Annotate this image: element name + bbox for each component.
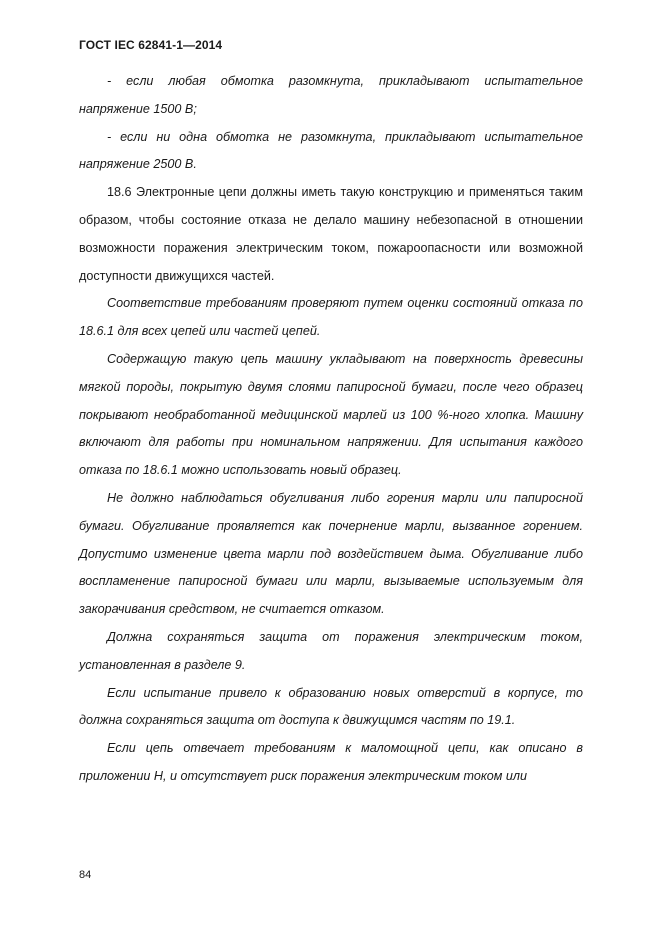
paragraph-1: - если любая обмотка разомкнута, прикладывают испытательное напряжение 1500 В; [79,74,583,116]
paragraph-7: Должна сохраняться защита от поражения электрическим током, установленная в разделе 9. [79,629,583,672]
paragraph-2: - если ни одна обмотка не разомкнута, прикладывают испытательное напряжение 2500 В. [79,129,583,172]
document-header: ГОСТ IEC 62841-1—2014 [79,38,223,52]
paragraph-4: Соответствие требованиям проверяют путем оценки состояний отказа по 18.6.1 для всех цепей или частей цепей. [79,296,583,339]
paragraph-5: Содержащую такую цепь машину укладывают на поверхность древесины мягкой породы, покрытую двумя слоями папиросной бумаги, после чего образец покрывают необработанной медицинской марлей из 100 %-ного хлопка. Машину включают для работы при номинальном напряжении. Для испытания каждого отказа по 18.6.1 можно использовать новый образец. [79,351,583,478]
paragraph-3: 18.6 Электронные цепи должны иметь такую конструкцию и применяться таким образом, чтобы состояние отказа не делало машину небезопасной в отношении возможности поражения электрическим током, пожароопасности или возможной доступности движущихся частей. [79,185,583,283]
page-number: 84 [79,869,92,881]
paragraph-6: Не должно наблюдаться обугливания либо горения марли или папиросной бумаги. Обугливание проявляется как почернение марли, вызванное горением. Допустимо изменение цвета марли под воздействием дыма. Обугливание либо воспламенение папиросной бумаги или марли, вызываемые используемым для закорачивания средством, не считается отказом. [79,490,583,617]
page-body [79,68,583,791]
paragraph-9: Если цепь отвечает требованиям к маломощной цепи, как описано в приложении Н, и отсутствует риск поражения электрическим током или [79,741,583,783]
paragraph-8: Если испытание привело к образованию новых отверстий в корпусе, то должна сохраняться защита от доступа к движущимся частям по 19.1. [79,685,583,728]
